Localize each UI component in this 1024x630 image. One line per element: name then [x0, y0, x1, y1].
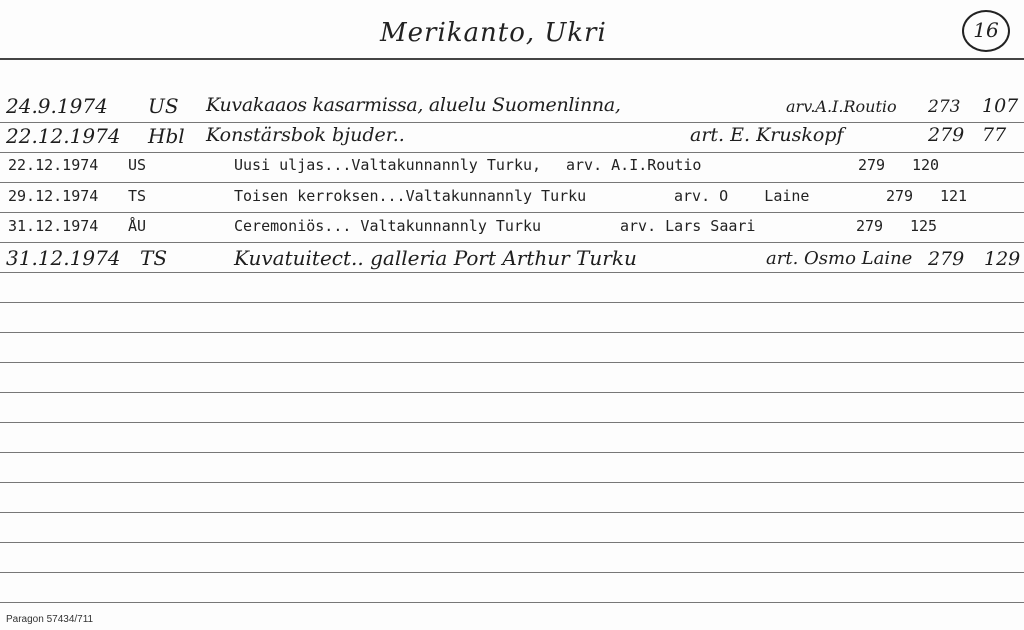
entry-date: 24.9.1974	[6, 94, 108, 118]
entry-col: 121	[940, 187, 968, 205]
ruled-line	[0, 212, 1024, 213]
entry-text: Konstärsbok bjuder..	[206, 124, 405, 146]
card-number: 16	[973, 18, 999, 42]
entry-col: 77	[982, 124, 1007, 146]
entry-page: 279	[886, 187, 914, 205]
header-rule	[0, 58, 1024, 60]
entry-text: Ceremoniös... Valtakunnannly Turku	[234, 217, 542, 235]
entry-reviewer: arv.A.I.Routio	[786, 97, 897, 116]
entry-reviewer: arv. Lars Saari	[620, 217, 756, 235]
ruled-line	[0, 452, 1024, 453]
entry-reviewer: arv. A.I.Routio	[566, 156, 702, 174]
entry-reviewer: art. Osmo Laine	[766, 248, 913, 269]
ruled-line	[0, 272, 1024, 273]
entry-date: 22.12.1974	[6, 124, 121, 148]
entry-text: Kuvatuitect.. galleria Port Arthur Turku	[234, 246, 637, 270]
ruled-line	[0, 602, 1024, 603]
entry-reviewer: arv. O Laine	[674, 187, 810, 205]
ruled-line	[0, 362, 1024, 363]
entry-page: 279	[856, 217, 884, 235]
card-title: Merikanto, Ukri	[380, 18, 607, 48]
entry-paper: ÅU	[128, 217, 147, 235]
ruled-line	[0, 572, 1024, 573]
entry-paper: TS	[128, 187, 147, 205]
entry-paper: Hbl	[148, 124, 185, 148]
ruled-line	[0, 122, 1024, 123]
printer-footer: Paragon 57434/711	[6, 614, 94, 625]
entry-col: 107	[982, 95, 1019, 117]
entry-page: 273	[928, 97, 961, 117]
entry-page: 279	[928, 248, 965, 270]
ruled-line	[0, 422, 1024, 423]
ruled-line	[0, 242, 1024, 243]
entry-date: 31.12.1974	[6, 246, 121, 270]
ruled-line	[0, 542, 1024, 543]
ruled-line	[0, 512, 1024, 513]
entry-text: Kuvakaaos kasarmissa, aluelu Suomenlinna,	[206, 94, 621, 116]
ruled-line	[0, 482, 1024, 483]
entry-paper: US	[128, 156, 147, 174]
entry-page: 279	[858, 156, 886, 174]
entry-date: 29.12.1974	[8, 187, 99, 205]
ruled-line	[0, 392, 1024, 393]
entry-reviewer: art. E. Kruskopf	[690, 124, 844, 146]
entry-paper: US	[148, 94, 179, 118]
entry-page: 279	[928, 124, 965, 146]
card-number-circle	[962, 10, 1010, 52]
ruled-line	[0, 332, 1024, 333]
entry-paper: TS	[140, 246, 168, 270]
entry-text: Uusi uljas...Valtakunnannly Turku,	[234, 156, 542, 174]
entry-date: 31.12.1974	[8, 217, 99, 235]
entry-col: 129	[984, 248, 1021, 270]
entry-date: 22.12.1974	[8, 156, 99, 174]
ruled-line	[0, 152, 1024, 153]
ruled-line	[0, 182, 1024, 183]
ruled-line	[0, 302, 1024, 303]
entry-text: Toisen kerroksen...Valtakunnannly Turku	[234, 187, 587, 205]
entry-col: 120	[912, 156, 940, 174]
entry-col: 125	[910, 217, 938, 235]
